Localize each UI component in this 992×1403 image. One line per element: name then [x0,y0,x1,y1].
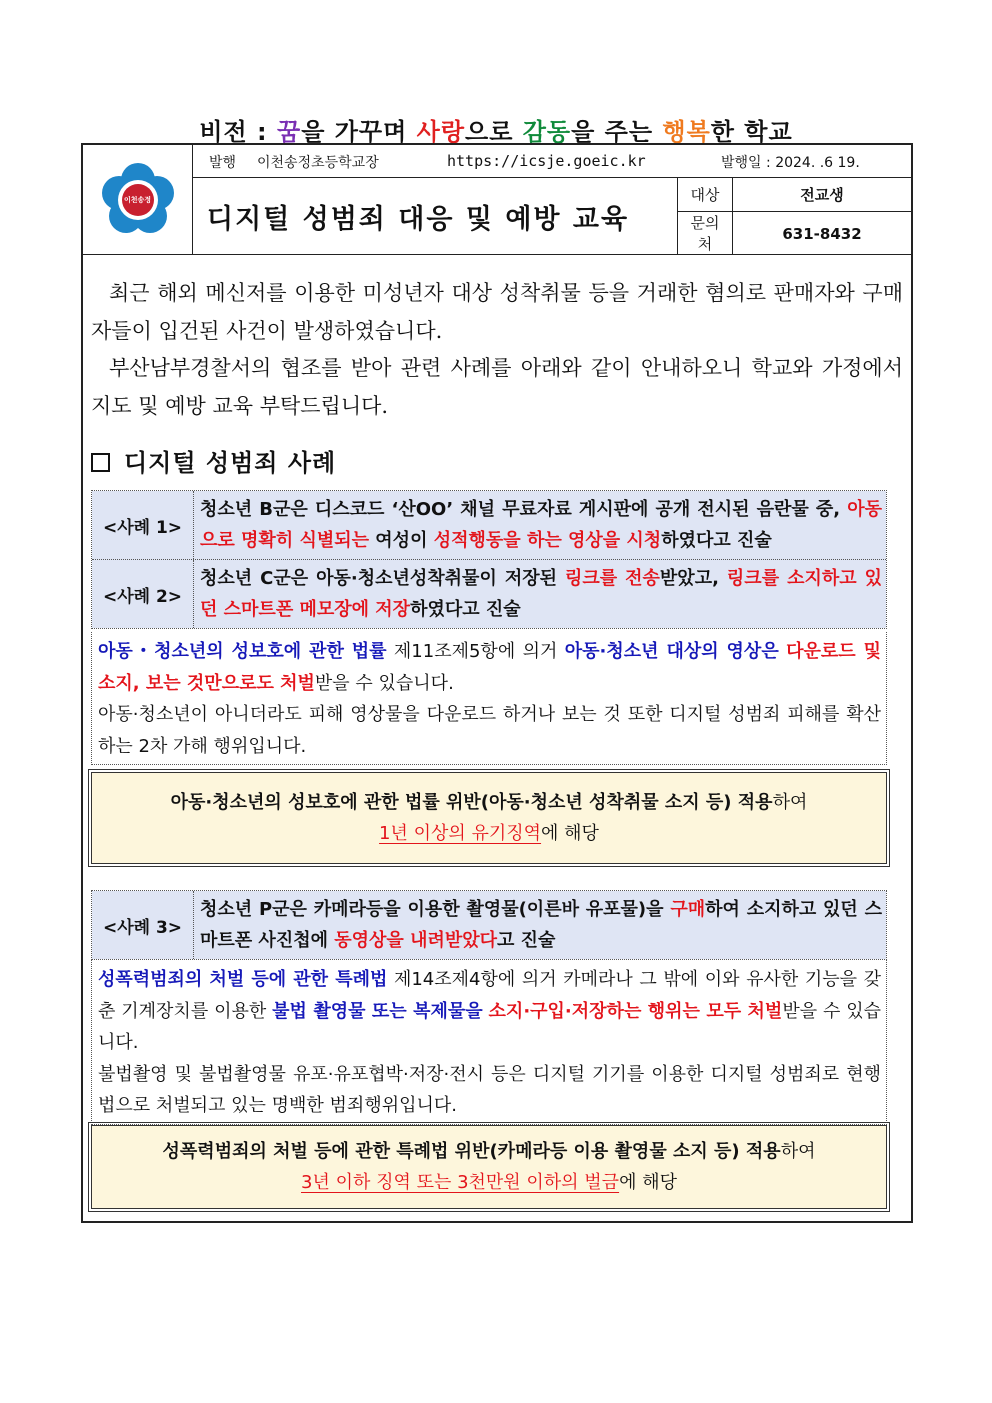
case-2-label: <사례 2> [92,560,194,628]
document-frame [81,143,913,1223]
contact-label-line1: 문의 [690,214,720,232]
penalty-1-sentence: 1년 이상의 유기징역 [379,823,542,844]
contact-label-line2: 처 [697,235,713,253]
case-row-1 [92,491,886,560]
law-2-text: 성폭력범죄의 처벌 등에 관한 특례법 제14조제4항에 의거 카메라나 그 밖에 이와 유사한 기능을 갖춘 기계장치를 이용한 불법 촬영물 또는 복제물을 소지·구입·저장하는 행위는 모두 처벌받을 수 있습니다. [98,969,882,1053]
vision-text-1: 을 가꾸며 [301,118,417,146]
publisher: 이천송정초등학교장 [257,155,379,171]
case-3-text: 청소년 P군은 카메라등을 이용한 촬영물(이른바 유포물)을 구매하여 소지하고 있던 스마트폰 사진첩에 동영상을 내려받았다고 진술 [200,899,882,951]
law-1-text: 아동・청소년의 성보호에 관한 법률 제11조제5항에 의거 아동·청소년 대상의 영상은 다운로드 및 소지, 보는 것만으로도 처벌받을 수 있습니다. [98,641,881,694]
case-row-3 [92,891,886,959]
case-1-label: <사례 1> [92,491,194,559]
contact-value: 631-8432 [782,224,862,243]
logo-emblem: 이천송정 [122,184,154,216]
penalty-2-sentence: 3년 이하 징역 또는 3천만원 이하의 벌금 [301,1172,620,1193]
checkbox-square-icon [91,453,110,472]
intro-paragraph-2: 부산남부경찰서의 협조를 받아 관련 사례를 아래와 같이 안내하오니 학교와 가정에서 지도 및 예방 교육 부탁드립니다. [91,356,903,418]
vision-text-4: 한 학교 [710,118,793,146]
vision-text-2: 으로 [465,118,523,146]
info-row [193,145,911,178]
vision-prefix: 비전 : [199,118,277,146]
law-explanation-2 [91,960,887,1125]
header-table [83,145,911,255]
law-1-note: 아동·청소년이 아니더라도 피해 영상물을 다운로드 하거나 보는 것 또한 디지털 성범죄 피해를 확산하는 2차 가해 행위입니다. [98,704,881,757]
target-value: 전교생 [733,178,911,212]
issue-date: 발행일 : 2024. .6 19. [721,155,860,171]
vision-word-love: 사랑 [416,118,466,146]
vision-word-moved: 감동 [522,118,572,146]
target-label: 대상 [678,178,733,212]
vision-word-happy: 행복 [662,118,711,146]
publisher-label: 발행 [209,155,237,171]
case-1-text: 청소년 B군은 디스코드 ‘산OO’ 채널 무료자료 게시판에 공개 전시된 음란물 중, 아동으로 명확히 식별되는 여성이 성적행동을 하는 영상을 시청하였다고 진술 [200,499,882,551]
case-2-text: 청소년 C군은 아동·청소년성착취물이 저장된 링크를 전송받았고, 링크를 소지하고 있던 스마트폰 메모장에 저장하였다고 진술 [200,568,882,620]
penalty-box-1: 아동·청소년의 성보호에 관한 법률 위반(아동·청소년 성착취물 소지 등) 적용하여 1년 이상의 유기징역에 해당 [91,772,887,864]
penalty-2-law: 성폭력범죄의 처벌 등에 관한 특례법 위반(카메라등 이용 촬영물 소지 등) 적용 [162,1141,781,1162]
section-title: 디지털 성범죄 사례 [124,449,337,477]
school-logo [101,163,175,237]
case-3-label: <사례 3> [92,891,194,959]
case-row-2 [92,560,886,628]
law-explanation-1 [91,632,887,765]
logo-cell [83,145,193,255]
vision-banner [0,112,992,147]
case-table-2 [91,890,887,960]
vision-word-dream: 꿈 [277,118,302,146]
law-2-note: 불법촬영 및 불법촬영물 유포·유포협박·저장·전시 등은 디지털 기기를 이용한 디지털 성범죄로 현행법으로 처벌되고 있는 명백한 범죄행위입니다. [98,1063,881,1116]
meta-table [678,178,911,255]
intro-paragraph-1: 최근 해외 메신저를 이용한 미성년자 대상 성착취물 등을 거래한 혐의로 판매자와 구매자들이 입건된 사건이 발생하였습니다. [91,281,903,343]
penalty-1-law: 아동·청소년의 성보호에 관한 법률 위반(아동·청소년 성착취물 소지 등) 적용 [170,792,773,813]
vision-text-3: 을 주는 [571,118,663,146]
penalty-box-2: 성폭력범죄의 처벌 등에 관한 특례법 위반(카메라등 이용 촬영물 소지 등) 적용하여 3년 이하 징역 또는 3천만원 이하의 벌금에 해당 [91,1125,887,1209]
school-url[interactable]: https://icsje.goeic.kr [447,152,646,170]
section-heading [91,443,336,478]
intro-text [91,275,903,425]
case-table-1 [91,490,887,629]
contact-label [678,212,733,255]
document-title: 디지털 성범죄 대응 및 예방 교육 [193,178,678,255]
